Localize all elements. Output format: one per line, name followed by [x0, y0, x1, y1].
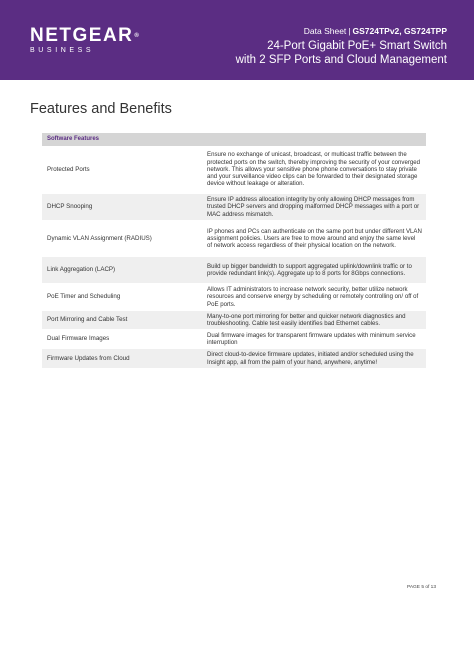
- features-table: [42, 133, 426, 369]
- section-title: Features and Benefits: [30, 101, 172, 117]
- table-header: Software Features: [42, 133, 426, 146]
- table-row: [42, 349, 426, 369]
- header-banner: [0, 0, 474, 80]
- feature-name: DHCP Snooping: [47, 203, 93, 210]
- product-title-line2: with 2 SFP Ports and Cloud Management: [235, 53, 447, 66]
- feature-description: Build up bigger bandwidth to support aggregated uplink/downlink traffic or to provide redundant link(s). Aggregate up to 8 ports for 8Gbps connections.: [207, 262, 412, 277]
- header-right: [236, 25, 447, 67]
- model-numbers: GS724TPv2, GS724TPP: [352, 26, 447, 36]
- page-number: PAGE 5 of 13: [407, 585, 436, 590]
- table-row: [42, 311, 426, 330]
- product-title: [236, 40, 447, 67]
- feature-name: PoE Timer and Scheduling: [47, 293, 121, 300]
- feature-description: Ensure no exchange of unicast, broadcast, or multicast traffic between the protected ports on the switch, thereby improving the security of your converged network. This allows your sensitive phone phone conversations to stay private and your surveillance video clips can be forwarded to their designated storage device without leakage or alteration.: [207, 151, 421, 188]
- product-title-line1: 24-Port Gigabit PoE+ Smart Switch: [267, 40, 447, 52]
- feature-description: Allows IT administrators to increase network security, better utilize network resources and conserve energy by scheduling or remotely controlling on/ off of PoE ports.: [207, 286, 419, 308]
- feature-name: Port Mirroring and Cable Test: [47, 316, 128, 323]
- table-row: [42, 257, 426, 284]
- netgear-logo: [30, 27, 140, 55]
- feature-description: IP phones and PCs can authenticate on the same port but under different VLAN assignment policies. Users are free to move around and enjoy the same level of network access regardless of their physical location on the network.: [207, 227, 422, 250]
- feature-description: Direct cloud-to-device firmware updates, initiated and/or scheduled using the Insight app, all from the palm of your hand, anywhere, anytime!: [207, 351, 414, 366]
- datasheet-line: [236, 25, 447, 37]
- logo-subtitle: BUSINESS: [30, 47, 95, 54]
- table-row: [42, 284, 426, 311]
- feature-name: Firmware Updates from Cloud: [47, 354, 130, 362]
- feature-name: Dynamic VLAN Assignment (RADIUS): [47, 234, 152, 242]
- table-row: [42, 194, 426, 221]
- feature-description: Many-to-one port mirroring for better and quicker network diagnostics and troubleshooting. Cable test easily identifies bad Ethernet cables.: [207, 312, 406, 327]
- feature-description: Dual firmware images for transparent firmware updates with minimum service interruption: [207, 331, 416, 346]
- feature-description: Ensure IP address allocation integrity by only allowing DHCP messages from trusted DHCP servers and dropping malformed DHCP messages with a port or MAC address mismatch.: [207, 196, 420, 218]
- feature-name: Dual Firmware Images: [47, 335, 110, 342]
- header-separator: |: [348, 26, 351, 36]
- feature-name: Link Aggregation (LACP): [47, 266, 116, 273]
- data-sheet-label: Data Sheet: [303, 26, 347, 36]
- feature-name: Protected Ports: [47, 165, 90, 173]
- table-row: [42, 330, 426, 349]
- table-row: [42, 146, 426, 194]
- registered-mark: ®: [134, 33, 141, 39]
- table-row: [42, 221, 426, 257]
- logo-text: NETGEAR: [30, 25, 134, 46]
